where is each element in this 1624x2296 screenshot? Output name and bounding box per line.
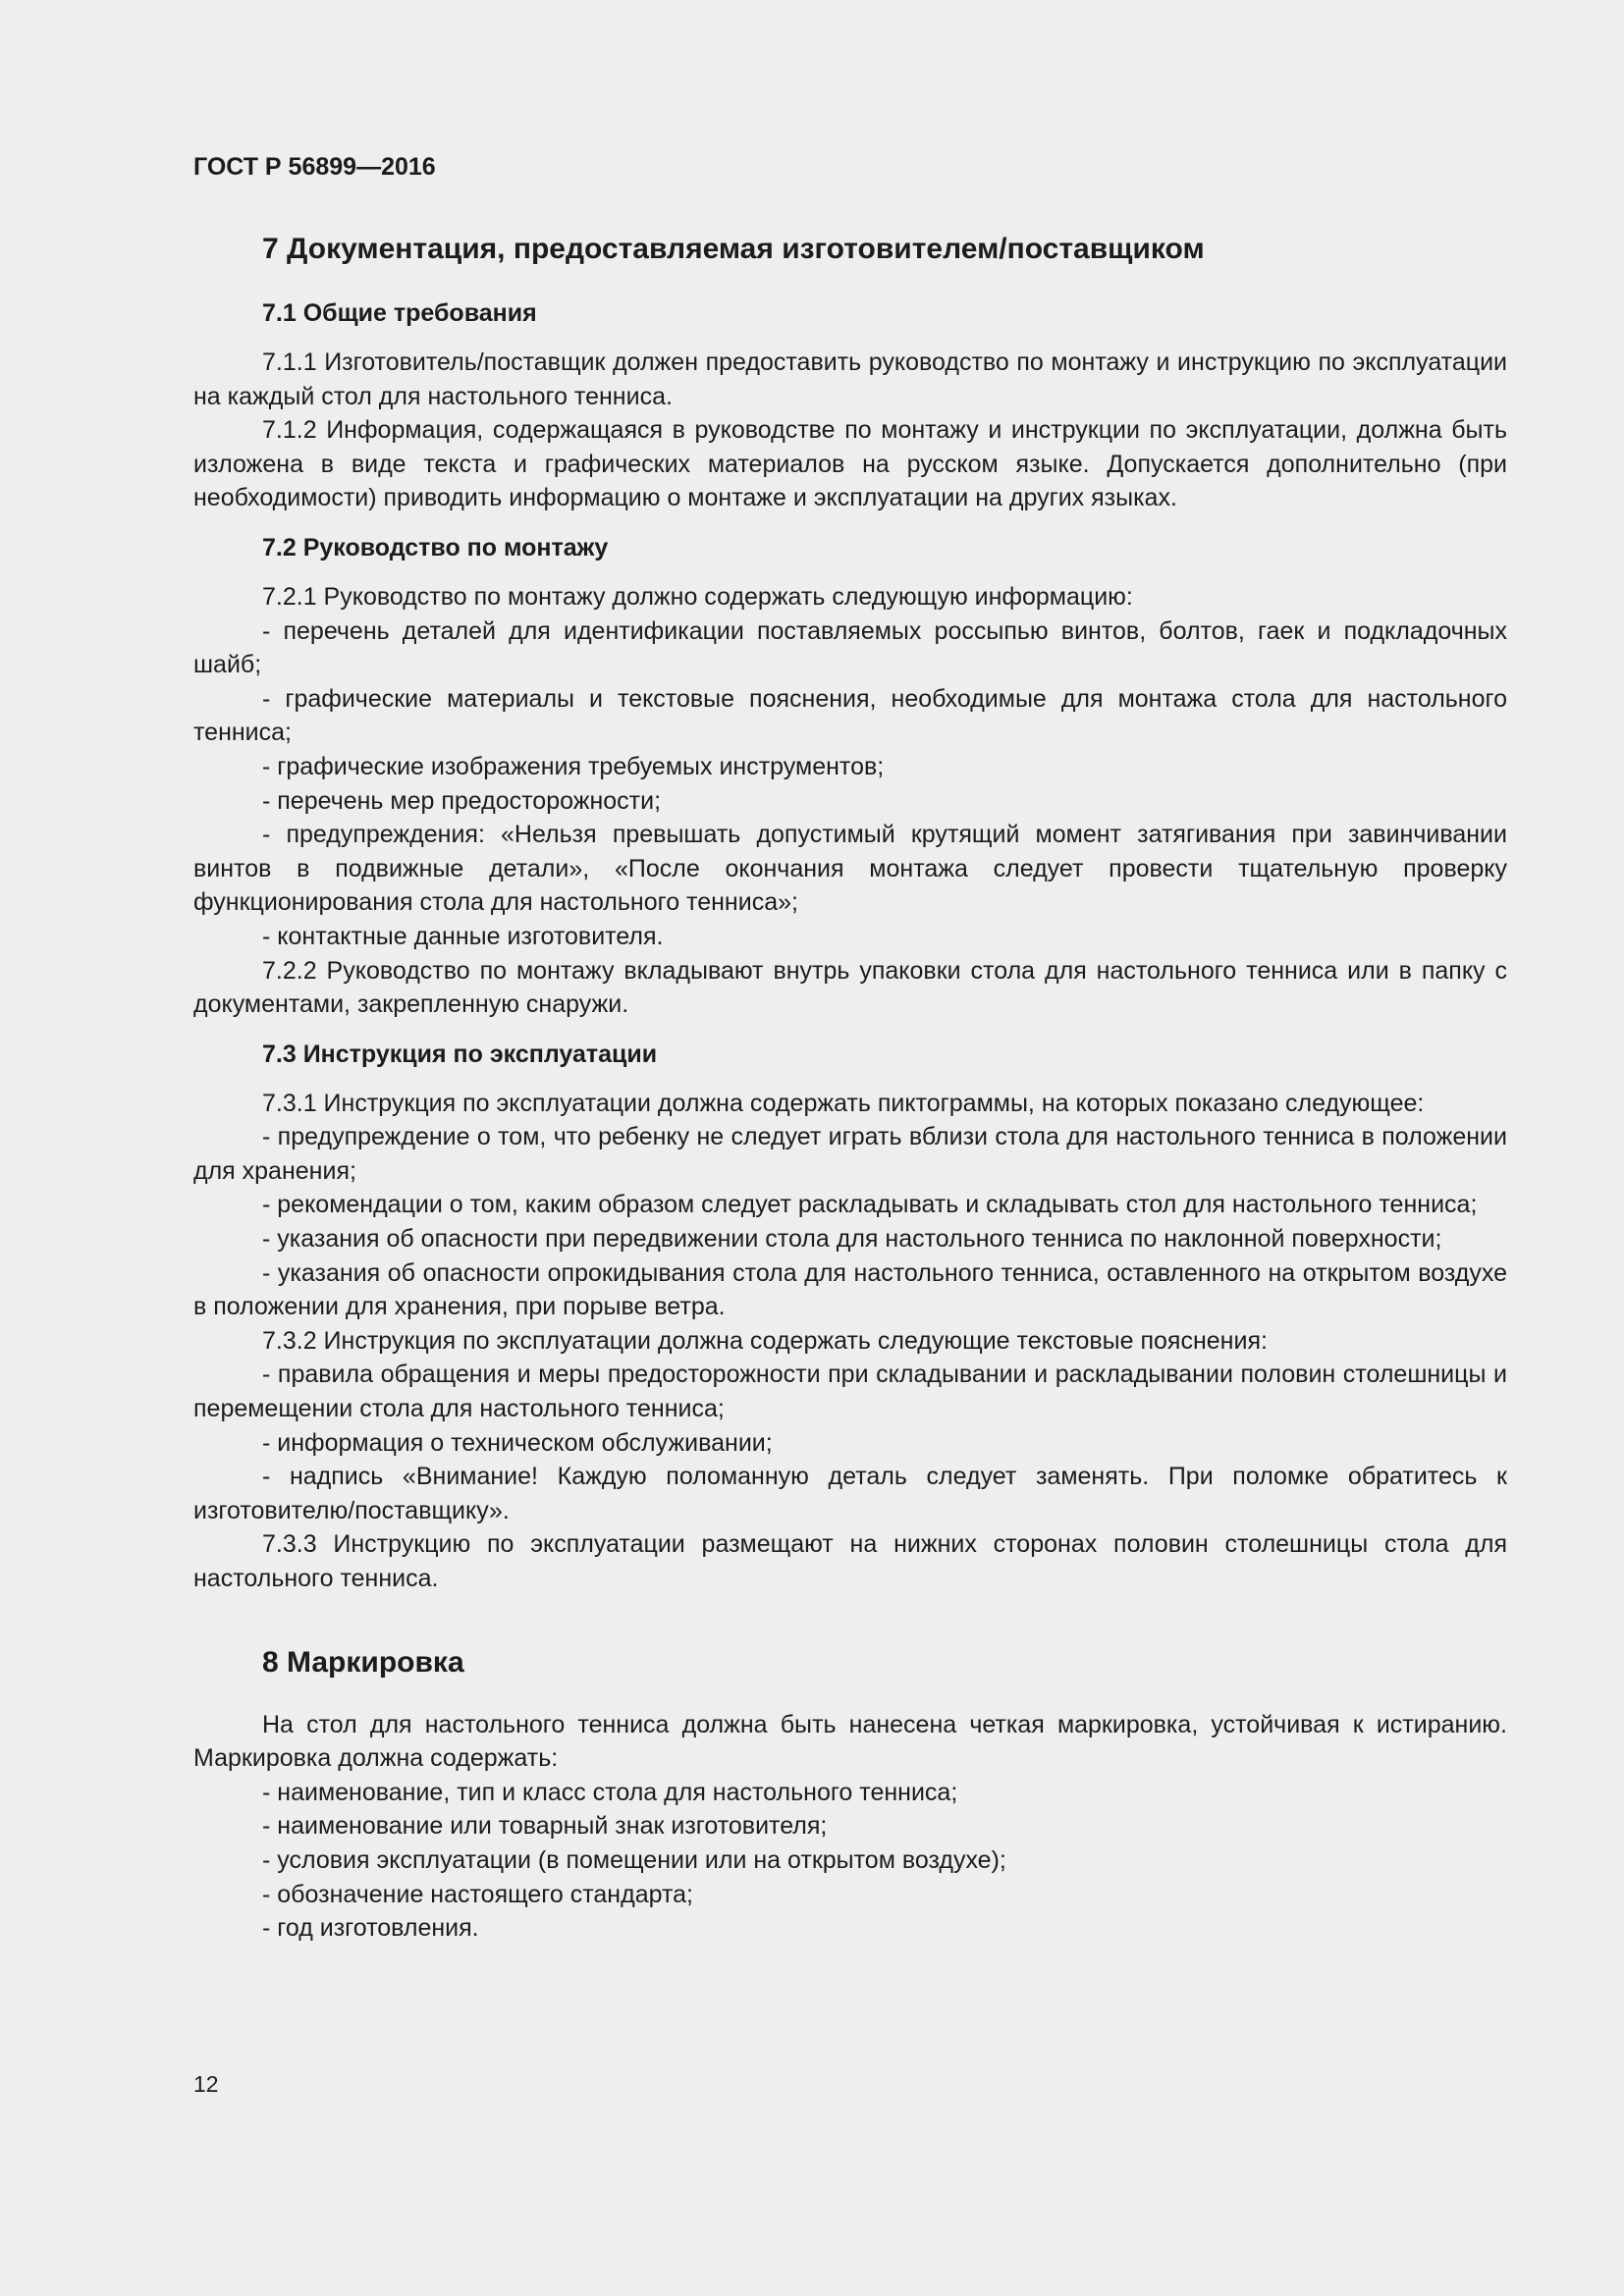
list-item: - надпись «Внимание! Каждую поломанную деталь следует заменять. При поломке обратитесь к изготовителю/поставщику». [193, 1463, 1507, 1524]
list-item: - правила обращения и меры предосторожности при складывании и раскладывании половин столешницы и перемещении стола для настольного тенниса; [193, 1361, 1507, 1423]
list-item: - предупреждения: «Нельзя превышать допустимый крутящий момент затягивания при завинчивании винтов в подвижные детали», «После окончания монтажа следует провести тщательную проверку функционирования стола для настольного тенниса»; [193, 821, 1507, 917]
list-item: - информация о техническом обслуживании; [262, 1428, 773, 1457]
section-7-2-title: 7.2 Руководство по монтажу [262, 533, 609, 561]
list-item: - указания об опасности при передвижении стола для настольного тенниса по наклонной поверхности; [262, 1225, 1442, 1254]
document-id-header: ГОСТ Р 56899—2016 [193, 153, 436, 181]
paragraph: На стол для настольного тенниса должна быть нанесена четкая маркировка, устойчивая к истиранию. Маркировка должна содержать: [193, 1710, 1507, 1773]
paragraph: 7.3.1 Инструкция по эксплуатации должна содержать пиктограммы, на которых показано следующее: [262, 1089, 1425, 1117]
section-7-1-title: 7.1 Общие требования [262, 299, 537, 327]
list-item: - условия эксплуатации (в помещении или на открытом воздухе); [262, 1845, 1006, 1874]
list-item: - контактные данные изготовителя. [262, 922, 664, 950]
paragraph: 7.3.3 Инструкцию по эксплуатации размещают на нижних сторонах половин столешницы стола для настольного тенниса. [193, 1530, 1507, 1592]
list-item: - указания об опасности опрокидывания стола для настольного тенниса, оставленного на открытом воздухе в положении для хранения, при порыве ветра. [193, 1258, 1507, 1321]
list-item: - графические изображения требуемых инструментов; [262, 752, 885, 780]
list-item: - графические материалы и текстовые пояснения, необходимые для монтажа стола для настольного тенниса; [193, 684, 1507, 747]
paragraph: 7.3.2 Инструкция по эксплуатации должна содержать следующие текстовые пояснения: [262, 1326, 1268, 1355]
paragraph: 7.2.1 Руководство по монтажу должно содержать следующую информацию: [262, 582, 1133, 611]
paragraph: 7.1.1 Изготовитель/поставщик должен предоставить руководство по монтажу и инструкцию по эксплуатации на каждый стол для настольного тенниса. [193, 348, 1507, 410]
page-number: 12 [193, 2071, 219, 2097]
list-item: - год изготовления. [262, 1914, 479, 1943]
document-page [193, 147, 1507, 1946]
list-item: - предупреждение о том, что ребенку не следует играть вблизи стола для настольного тенниса в положении для хранения; [193, 1123, 1507, 1185]
section-8-title: 8 Маркировка [262, 1645, 464, 1679]
section-7-3-title: 7.3 Инструкция по эксплуатации [262, 1040, 658, 1068]
section-7-title: 7 Документация, предоставляемая изготовителем/поставщиком [262, 233, 1205, 265]
paragraph: 7.2.2 Руководство по монтажу вкладывают внутрь упаковки стола для настольного тенниса или в папку с документами, закрепленную снаружи. [193, 956, 1507, 1019]
list-item: - обозначение настоящего стандарта; [262, 1880, 693, 1908]
paragraph: 7.1.2 Информация, содержащаяся в руководстве по монтажу и инструкции по эксплуатации, должна быть изложена в виде текста и графических материалов на русском языке. Допускается дополнительно (при необходимости) приводить информацию о монтаже и эксплуатации на других языках. [193, 416, 1507, 512]
list-item: - перечень деталей для идентификации поставляемых россыпью винтов, болтов, гаек и подкладочных шайб; [193, 616, 1507, 679]
list-item: - наименование или товарный знак изготовителя; [262, 1812, 828, 1841]
list-item: - рекомендации о том, каким образом следует раскладывать и складывать стол для настольного тенниса; [262, 1191, 1478, 1219]
list-item: - наименование, тип и класс стола для настольного тенниса; [262, 1778, 958, 1806]
list-item: - перечень мер предосторожности; [262, 786, 662, 815]
